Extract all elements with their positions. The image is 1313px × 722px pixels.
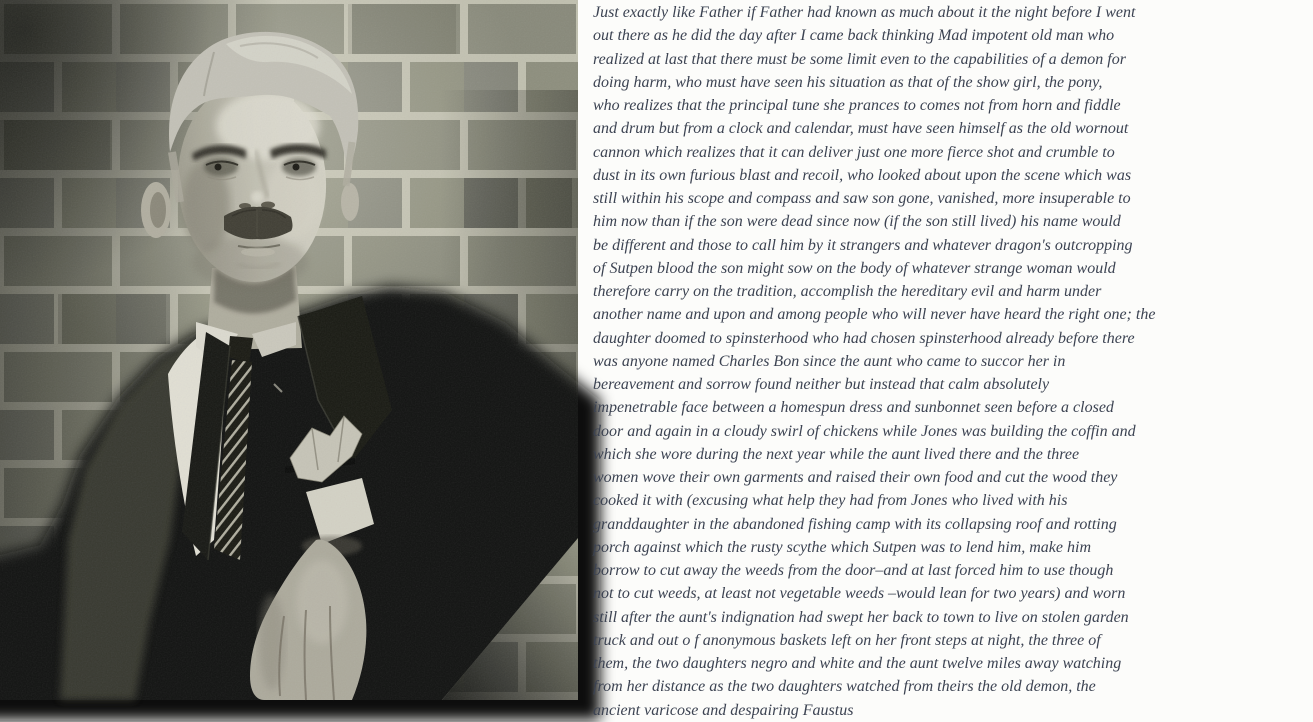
passage-line: from her distance as the two daughters watched from theirs the old demon, the — [593, 678, 1096, 696]
passage-line: impenetrable face between a homespun dress and sunbonnet seen before a closed — [593, 399, 1114, 417]
passage-line: bereavement and sorrow found neither but instead that calm absolutely — [593, 376, 1050, 393]
passage-line: doing harm, who must have seen his situation as that of the show girl, the pony, — [593, 73, 1103, 91]
passage-line: out there as he did the day after I came back thinking Mad impotent old man who — [593, 27, 1115, 45]
portrait-illustration — [0, 0, 578, 700]
passage-line: another name and upon and among people who will never have heard the right one; the — [593, 306, 1156, 324]
passage-line: still within his scope and compass and saw son gone, vanished, more insuperable to — [593, 190, 1131, 207]
passage-line: which she wore during the next year while the aunt lived there and the three — [593, 445, 1080, 463]
passage-line: realized at last that there must be some limit even to the capabilities of a demon for — [593, 50, 1126, 68]
passage-line: daughter doomed to spinsterhood who had chosen spinsterhood already before there — [593, 329, 1135, 347]
passage-line: ancient varicose and despairing Faustus — [593, 701, 854, 719]
passage-line: door and again in a cloudy swirl of chickens while Jones was building the coffin and — [593, 422, 1136, 440]
passage-line: truck and out o f anonymous baskets left on her front steps at night, the three of — [593, 631, 1101, 649]
tone-cast — [0, 0, 578, 700]
faulkner-portrait-photo — [0, 0, 578, 700]
passage-line: therefore carry on the tradition, accomplish the hereditary evil and harm under — [593, 283, 1102, 300]
passage-line: cooked it with (excusing what help they had from Jones who lived with his — [593, 492, 1068, 510]
passage-line: them, the two daughters negro and white and the aunt twelve miles away watching — [593, 655, 1122, 672]
passage-line: be different and those to call him by it strangers and whatever dragon's outcropping — [593, 236, 1133, 254]
passage-text — [593, 0, 1313, 719]
passage-line: cannon which realizes that it can deliver just one more fierce shot and crumble to — [593, 143, 1115, 161]
passage-line: of Sutpen blood the son might sow on the body of whatever strange woman would — [593, 259, 1116, 277]
passage-line: granddaughter in the abandoned fishing camp with its collapsing roof and rotting — [593, 515, 1117, 533]
passage-line: still after the aunt's indignation had swept her back to town to live on stolen garden — [593, 608, 1129, 626]
passage-line: him now than if the son were dead since now (if the son still lived) his name would — [593, 213, 1121, 231]
passage-line: and drum but from a clock and calendar, must have seen himself as the old wornout — [593, 120, 1129, 138]
passage-line: who realizes that the principal tune she prances to comes not from horn and fiddle — [593, 97, 1121, 114]
passage-line: dust in its own furious blast and recoil, who looked about upon the scene which was — [593, 166, 1132, 184]
passage-line: not to cut weeds, at least not vegetable weeds –would lean for two years) and worn — [593, 585, 1126, 603]
passage-line: porch against which the rusty scythe which Sutpen was to lend him, make him — [593, 538, 1092, 556]
passage-line: was anyone named Charles Bon since the aunt who came to succor her in — [593, 352, 1066, 370]
passage-line: borrow to cut away the weeds from the door–and at last forced him to use though — [593, 562, 1114, 579]
passage-line: Just exactly like Father if Father had known as much about it the night before I went — [593, 4, 1136, 21]
passage-line: women wove their own garments and raised their own food and cut the wood they — [593, 469, 1118, 486]
